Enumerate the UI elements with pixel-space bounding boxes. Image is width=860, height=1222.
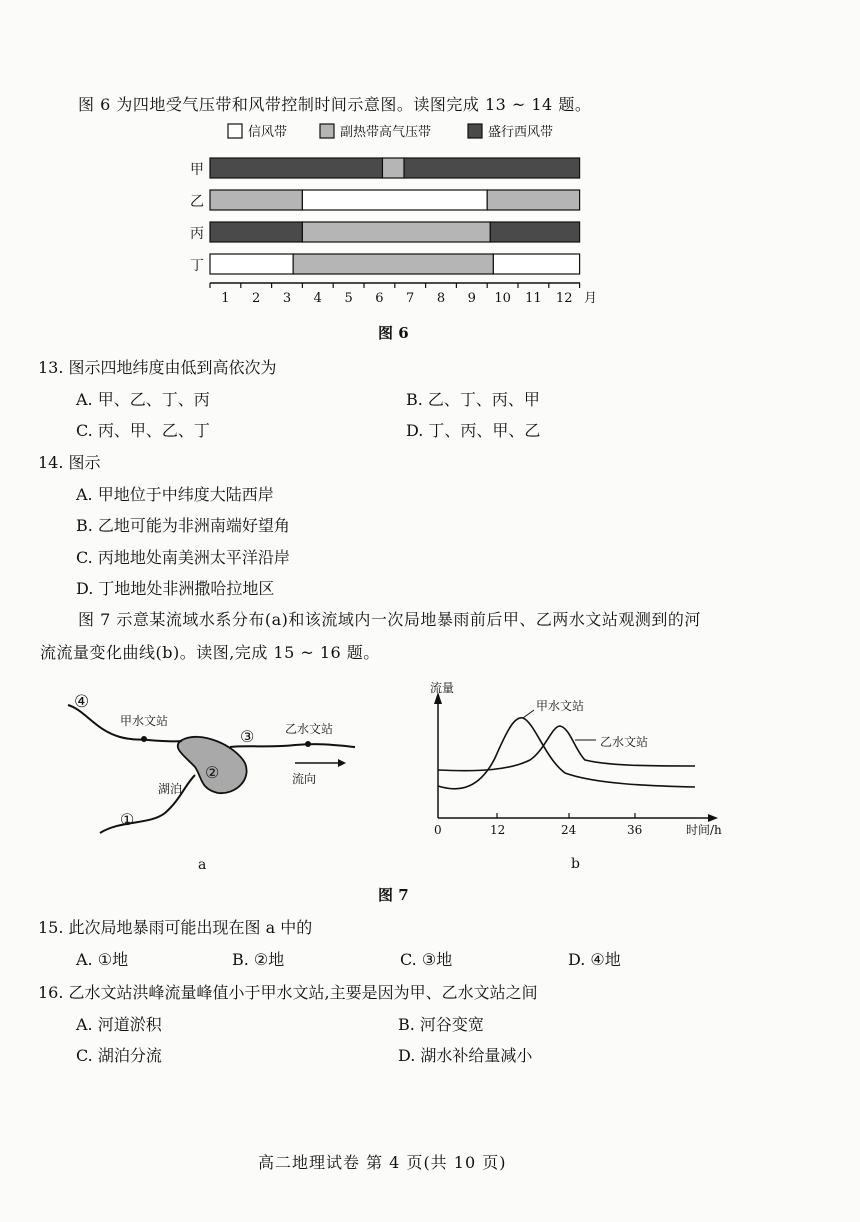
q16-stem: 16. 乙水文站洪峰流量峰值小于甲水文站,主要是因为甲、乙水文站之间: [38, 983, 538, 1002]
map-label-2: ②: [205, 763, 220, 782]
graph-tick-12: 12: [490, 823, 506, 837]
q13-option-d[interactable]: D. 丁、丙、甲、乙: [406, 421, 541, 440]
graph-ylabel: 流量: [430, 681, 455, 695]
bar-bing-westerlies: [490, 222, 579, 242]
q13-option-b[interactable]: B. 乙、丁、丙、甲: [406, 390, 540, 409]
curve-station-jia: [438, 718, 695, 789]
q13-option-a[interactable]: A. 甲、乙、丁、丙: [76, 390, 210, 409]
bar-jia-westerlies: [210, 158, 382, 178]
fig7-caption: 图 7: [378, 886, 409, 904]
month-label: 10: [494, 291, 511, 306]
q15-option-c[interactable]: C. ③地: [400, 950, 453, 969]
q15-stem: 15. 此次局地暴雨可能出现在图 a 中的: [38, 918, 313, 937]
bar-ding-subtropical-high: [293, 254, 493, 274]
fig6-month-unit: 月: [584, 291, 598, 306]
q16-option-c[interactable]: C. 湖泊分流: [76, 1046, 162, 1065]
graph-sublabel-b: b: [571, 856, 580, 872]
q15-option-d[interactable]: D. ④地: [568, 950, 621, 969]
q16-option-a[interactable]: A. 河道淤积: [76, 1015, 162, 1034]
fig6-intro: 图 6 为四地受气压带和风带控制时间示意图。读图完成 13 ~ 14 题。: [78, 95, 592, 114]
legend-swatch-trade-wind: [228, 124, 242, 138]
legend-swatch-westerlies: [468, 124, 482, 138]
map-label-station-jia: 甲水文站: [120, 714, 169, 728]
q14-option-c[interactable]: C. 丙地地处南美洲太平洋沿岸: [76, 548, 290, 567]
month-label: 12: [555, 291, 573, 306]
q14-option-a[interactable]: A. 甲地位于中纬度大陆西岸: [76, 485, 274, 504]
curve-station-yi: [438, 726, 695, 771]
row-label-bing: 丙: [190, 226, 204, 242]
row-label-ding: 丁: [190, 258, 204, 274]
map-sublabel-a: a: [198, 857, 207, 873]
river-upper-segment: [148, 740, 182, 741]
month-label: 9: [467, 291, 476, 306]
graph-series-label-jia: 甲水文站: [536, 699, 585, 713]
bar-yi-subtropical-high: [210, 190, 302, 210]
bar-ding-trade-wind: [493, 254, 579, 274]
page-footer: 高二地理试卷 第 4 页(共 10 页): [258, 1153, 507, 1172]
bar-jia-subtropical-high: [382, 158, 404, 178]
q14-option-b[interactable]: B. 乙地可能为非洲南端好望角: [76, 516, 290, 535]
row-label-jia: 甲: [190, 162, 204, 178]
legend-label-trade-wind: 信风带: [248, 125, 288, 140]
q16-option-d[interactable]: D. 湖水补给量减小: [398, 1046, 533, 1065]
legend-swatch-subtropical-high: [320, 124, 334, 138]
fig6-ticks: [210, 283, 580, 306]
month-label: 4: [313, 291, 322, 306]
flow-arrow-head: [338, 759, 346, 767]
q13-stem: 13. 图示四地纬度由低到高依次为: [38, 358, 277, 377]
month-label: 7: [406, 291, 415, 306]
fig7a-river-map: [40, 685, 380, 875]
q14-option-d[interactable]: D. 丁地地处非洲撒哈拉地区: [76, 579, 275, 598]
q13-option-c[interactable]: C. 丙、甲、乙、丁: [76, 421, 210, 440]
graph-tick-36: 36: [627, 823, 643, 837]
graph-tick-24: 24: [561, 823, 577, 837]
bar-ding-trade-wind: [210, 254, 293, 274]
month-label: 6: [375, 291, 384, 306]
graph-xlabel: 时间/h: [686, 823, 722, 837]
bar-bing-westerlies: [210, 222, 302, 242]
bar-yi-subtropical-high: [487, 190, 579, 210]
month-label: 11: [525, 291, 542, 306]
month-label: 8: [436, 291, 446, 306]
map-label-3: ③: [240, 727, 255, 746]
legend-label-westerlies: 盛行西风带: [488, 125, 554, 140]
map-label-station-yi: 乙水文站: [285, 722, 334, 736]
fig6-chart: [180, 118, 620, 308]
x-axis-arrow: [708, 814, 718, 822]
fig7b-discharge-graph: [420, 678, 730, 878]
month-label: 1: [221, 291, 230, 306]
fig6-legend: [228, 124, 553, 140]
q15-option-b[interactable]: B. ②地: [232, 950, 285, 969]
month-label: 3: [282, 291, 292, 306]
q15-option-a[interactable]: A. ①地: [76, 950, 129, 969]
fig6-caption: 图 6: [378, 324, 409, 342]
map-label-lake: 湖泊: [158, 782, 183, 796]
map-label-flow: 流向: [292, 772, 317, 786]
fig7-intro-line2: 流流量变化曲线(b)。读图,完成 15 ~ 16 题。: [40, 643, 380, 662]
month-label: 5: [344, 291, 353, 306]
q14-stem: 14. 图示: [38, 453, 101, 472]
row-label-yi: 乙: [190, 194, 204, 210]
bar-jia-westerlies: [404, 158, 580, 178]
map-label-1: ①: [120, 810, 135, 829]
leader-jia: [523, 710, 534, 718]
bar-bing-subtropical-high: [302, 222, 490, 242]
station-yi-dot: [305, 741, 311, 747]
fig7-intro-line1: 图 7 示意某流域水系分布(a)和该流域内一次局地暴雨前后甲、乙两水文站观测到的河: [78, 610, 701, 629]
q16-option-b[interactable]: B. 河谷变宽: [398, 1015, 484, 1034]
legend-label-subtropical-high: 副热带高气压带: [340, 125, 432, 140]
month-label: 2: [252, 291, 261, 306]
graph-tick-0: 0: [434, 823, 442, 837]
bar-yi-trade-wind: [302, 190, 487, 210]
map-label-4: ④: [74, 692, 90, 712]
station-jia-dot: [141, 736, 147, 742]
fig6-bars: [210, 158, 580, 274]
graph-series-label-yi: 乙水文站: [600, 735, 649, 749]
